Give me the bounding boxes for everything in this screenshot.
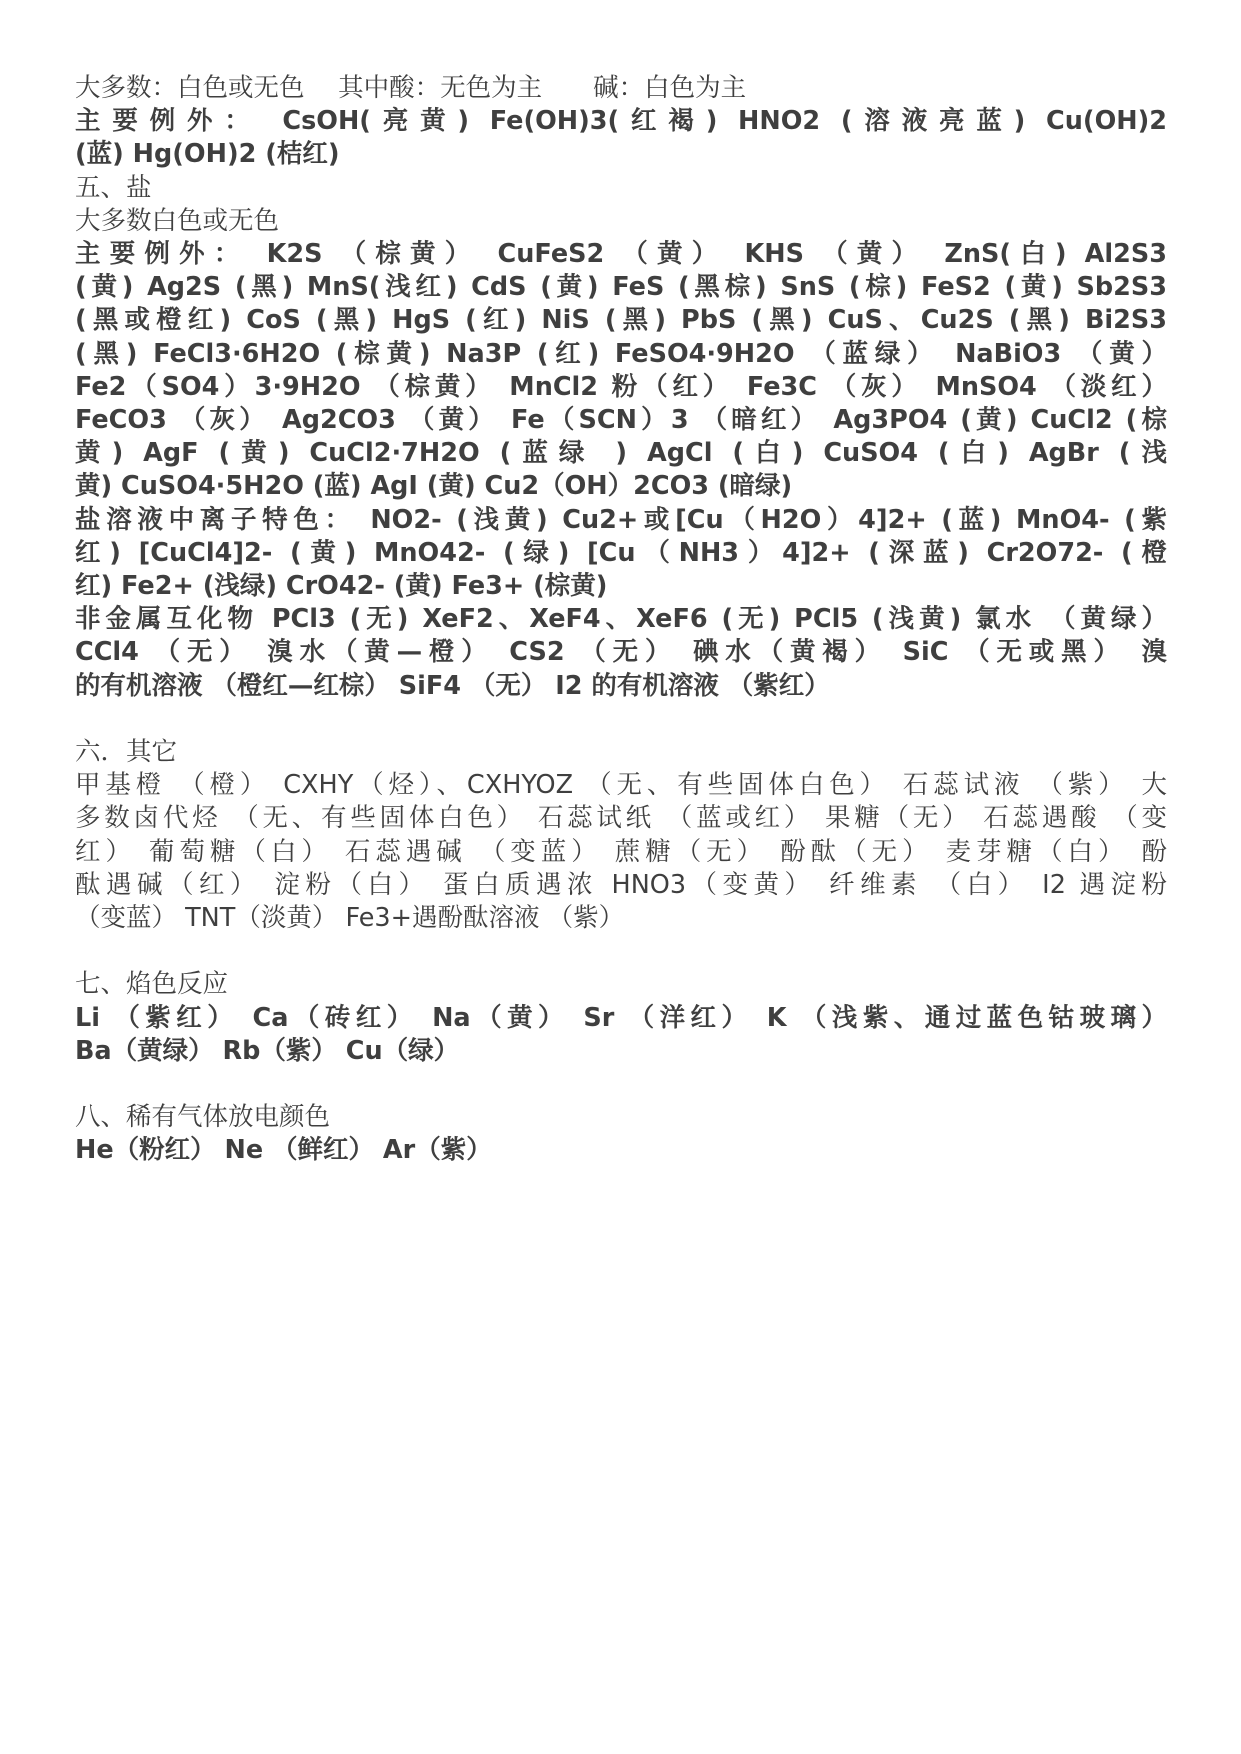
section-heading-flame: 七、焰色反应 bbox=[75, 969, 229, 1000]
text-line: He（粉红） Ne （鲜红） Ar（紫） bbox=[75, 1135, 492, 1166]
text-line: 红) [CuCl4]2- (黄) MnO42- (绿) [Cu（NH3）4]2+ (深蓝) Cr2O72- (橙 bbox=[75, 537, 1167, 568]
text-line: (黄) Ag2S (黑) MnS(浅红) CdS (黄) FeS (黑棕) SnS (棕) FeS2 (黄) Sb2S3 bbox=[75, 272, 1167, 303]
blank-line bbox=[75, 935, 1167, 968]
text-line: FeCO3 （灰） Ag2CO3 （黄） Fe（SCN）3 （暗红） Ag3PO4 (黄) CuCl2 (棕 bbox=[75, 405, 1167, 436]
text-line: 红） 葡萄糖（白） 石蕊遇碱 （变蓝） 蔗糖（无） 酚酞（无） 麦芽糖（白） 酚 bbox=[75, 836, 1167, 867]
text-line: Fe2（SO4）3·9H2O （棕黄） MnCl2 粉（红） Fe3C （灰） MnSO4 （淡红） bbox=[75, 371, 1167, 402]
text-line: 盐溶液中离子特色： NO2- (浅黄) Cu2+或[Cu（H2O）4]2+ (蓝) MnO4- (紫 bbox=[75, 504, 1167, 535]
section-heading-salt: 五、盐 bbox=[75, 172, 152, 203]
text-line: 大多数白色或无色 bbox=[75, 205, 280, 236]
text-line: 酞遇碱（红） 淀粉（白） 蛋白质遇浓 HNO3（变黄） 纤维素 （白） I2 遇淀粉 bbox=[75, 869, 1167, 900]
text-line: 主要例外： K2S （棕黄） CuFeS2 （黄） KHS （黄） ZnS(白) Al2S3 bbox=[75, 239, 1167, 270]
text-line: (黑或橙红) CoS (黑) HgS (红) NiS (黑) PbS (黑) CuS、Cu2S (黑) Bi2S3 bbox=[75, 305, 1167, 336]
blank-line bbox=[75, 703, 1167, 736]
text-line: （变蓝） TNT（淡黄） Fe3+遇酚酞溶液 （紫） bbox=[75, 903, 625, 934]
text-line: (蓝) Hg(OH)2 (桔红) bbox=[75, 139, 340, 170]
blank-line bbox=[75, 1068, 1167, 1101]
section-heading-noble-gas: 八、稀有气体放电颜色 bbox=[75, 1102, 331, 1133]
document-page bbox=[75, 72, 1167, 1168]
text-line: 红) Fe2+ (浅绿) CrO42- (黄) Fe3+ (棕黄) bbox=[75, 571, 608, 602]
text-line: 多数卤代烃 （无、有些固体白色） 石蕊试纸 （蓝或红） 果糖（无） 石蕊遇酸 （变 bbox=[75, 803, 1167, 834]
text-line: CCl4 （无） 溴水（黄—橙） CS2 （无） 碘水（黄褐） SiC （无或黑） 溴 bbox=[75, 637, 1167, 668]
text-line: Li （紫红） Ca（砖红） Na（黄） Sr （洋红） K （浅紫、通过蓝色钴玻璃） bbox=[75, 1002, 1167, 1033]
section-heading-other: 六．其它 bbox=[75, 737, 178, 768]
text-line: Ba（黄绿） Rb（紫） Cu（绿） bbox=[75, 1035, 460, 1066]
text-line: 主要例外： CsOH(亮黄) Fe(OH)3(红褐) HNO2 (溶液亮蓝) Cu(OH)2 bbox=[75, 106, 1167, 137]
text-line: 黄) AgF (黄) CuCl2·7H2O (蓝绿 ) AgCl (白) CuSO4 (白) AgBr (浅 bbox=[75, 438, 1167, 469]
text-line: 非金属互化物 PCl3 (无) XeF2、XeF4、XeF6 (无) PCl5 (浅黄) 氯水 （黄绿） bbox=[75, 604, 1167, 635]
text-line: 甲基橙 （橙） CXHY（烃）、CXHYOZ （无、有些固体白色） 石蕊试液 （紫） 大 bbox=[75, 770, 1167, 801]
text-line: 大多数：白色或无色 其中酸：无色为主 碱：白色为主 bbox=[75, 73, 747, 103]
text-line: 黄) CuSO4·5H2O (蓝) AgI (黄) Cu2（OH）2CO3 (暗绿) bbox=[75, 471, 793, 502]
text-line: (黑) FeCl3·6H2O (棕黄) Na3P (红) FeSO4·9H2O （蓝绿） NaBiO3 （黄） bbox=[75, 338, 1167, 369]
text-line: 的有机溶液 （橙红—红棕） SiF4 （无） I2 的有机溶液 （紫红） bbox=[75, 670, 830, 701]
